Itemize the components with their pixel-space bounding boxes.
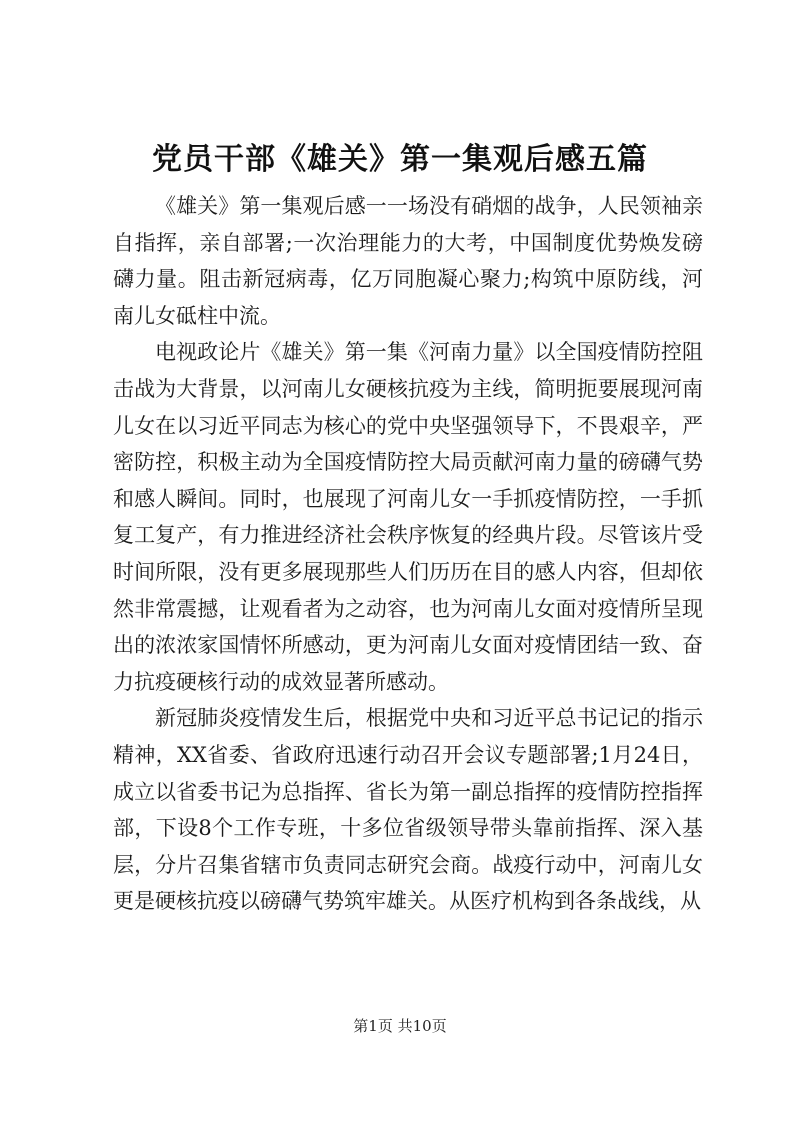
document-body <box>113 188 703 920</box>
paragraph-2: 电视政论片《雄关》第一集《河南力量》以全国疫情防控阻击战为大背景，以河南儿女硬核抗疫为主线，简明扼要展现河南儿女在以习近平同志为核心的党中央坚强领导下，不畏艰辛，严密防控，积极主动为全国疫情防控大局贡献河南力量的磅礴气势和感人瞬间。同时，也展现了河南儿女一手抓疫情防控，一手抓复工复产，有力推进经济社会秩序恢复的经典片段。尽管该片受时间所限，没有更多展现那些人们历历在目的感人内容，但却依然非常震撼，让观看者为之动容，也为河南儿女面对疫情所呈现出的浓浓家国情怀所感动，更为河南儿女面对疫情团结一致、奋力抗疫硬核行动的成效显著所感动。 <box>113 340 703 694</box>
paragraph-3: 新冠肺炎疫情发生后，根据党中央和习近平总书记记的指示精神，XX省委、省政府迅速行动召开会议专题部署;1月24日，成立以省委书记为总指挥、省长为第一副总指挥的疫情防控指挥部，下设8个工作专班，十多位省级领导带头靠前指挥、深入基层，分片召集省辖市负责同志研究会商。战疫行动中，河南儿女更是硬核抗疫以磅礴气势筑牢雄关。从医疗机构到各条战线，从 <box>113 706 703 914</box>
page-number-footer: 第1页 共10页 <box>353 1017 447 1035</box>
document-title: 党员干部《雄关》第一集观后感五篇 <box>152 142 648 177</box>
paragraph-1: 《雄关》第一集观后感一一场没有硝烟的战争，人民领袖亲自指挥，亲自部署;一次治理能力的大考，中国制度优势焕发磅礴力量。阻击新冠病毒，亿万同胞凝心聚力;构筑中原防线，河南儿女砥柱中流。 <box>113 194 703 328</box>
